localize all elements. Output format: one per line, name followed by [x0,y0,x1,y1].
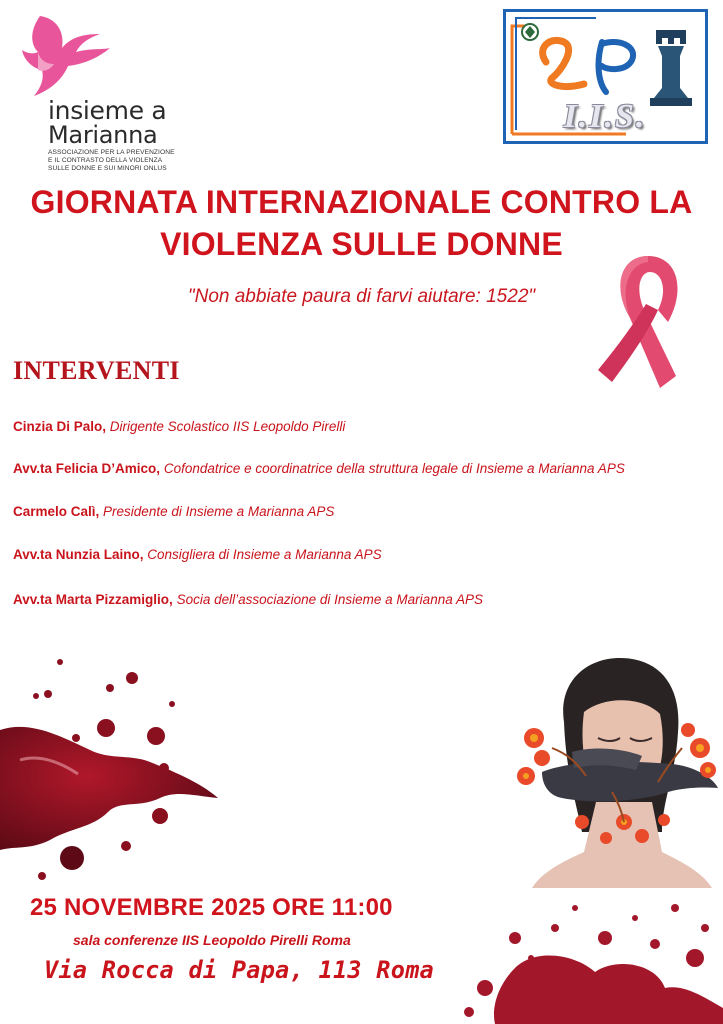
event-address: Via Rocca di Papa, 113 Roma [44,956,435,984]
speaker-role: Socia dell’associazione di Insieme a Marianna APS [176,592,483,607]
school-logo [503,9,708,144]
speaker-row [13,592,483,607]
event-date-time: 25 NOVEMBRE 2025 ORE 11:00 [30,894,393,921]
speaker-name: Avv.ta Felicia D’Amico, [13,461,161,476]
association-name-line1: insieme a [48,96,167,125]
association-name-line2: Marianna [48,121,158,149]
association-logo [10,8,190,188]
speaker-row [13,419,345,434]
speaker-name: Avv.ta Marta Pizzamiglio, [13,592,173,607]
speaker-row [13,504,334,519]
interventions-heading: INTERVENTI [13,356,180,385]
speaker-row [13,461,625,476]
speaker-row [13,547,382,562]
school-initials: I.I.S. [563,98,647,135]
italian-emblem-icon [522,24,538,40]
speaker-role: Presidente di Insieme a Marianna APS [103,504,335,519]
speaker-role: Dirigente Scolastico IIS Leopoldo Pirelli [109,419,346,434]
page-title-line2: VIOLENZA SULLE DONNE [160,226,563,262]
chess-rook-icon [650,30,692,106]
association-subtitle-1: ASSOCIAZIONE PER LA PREVENZIONE [48,149,175,156]
speaker-name: Avv.ta Nunzia Laino, [13,547,144,562]
silenced-woman-illustration [512,652,723,888]
speaker-role: Consigliera di Insieme a Marianna APS [147,547,382,562]
helpline-quote: "Non abbiate paura di farvi aiutare: 1522" [187,286,536,307]
speaker-role: Cofondatrice e coordinatrice della struttura legale di Insieme a Marianna APS [163,461,625,476]
blood-splatter-bottom [455,888,723,1024]
speaker-name: Cinzia Di Palo, [13,419,107,434]
association-subtitle-3: SULLE DONNE E SUI MINORI ONLUS [48,165,167,172]
page-title-line1: GIORNATA INTERNAZIONALE CONTRO LA [30,184,693,220]
association-subtitle-2: E IL CONTRASTO DELLA VIOLENZA [48,157,163,164]
blood-splash-image [0,650,230,885]
event-venue: sala conferenze IIS Leopoldo Pirelli Roma [73,932,351,948]
ribbon-icon [590,248,702,398]
speaker-name: Carmelo Calì, [13,504,100,519]
dove-logo-icon [10,8,120,108]
